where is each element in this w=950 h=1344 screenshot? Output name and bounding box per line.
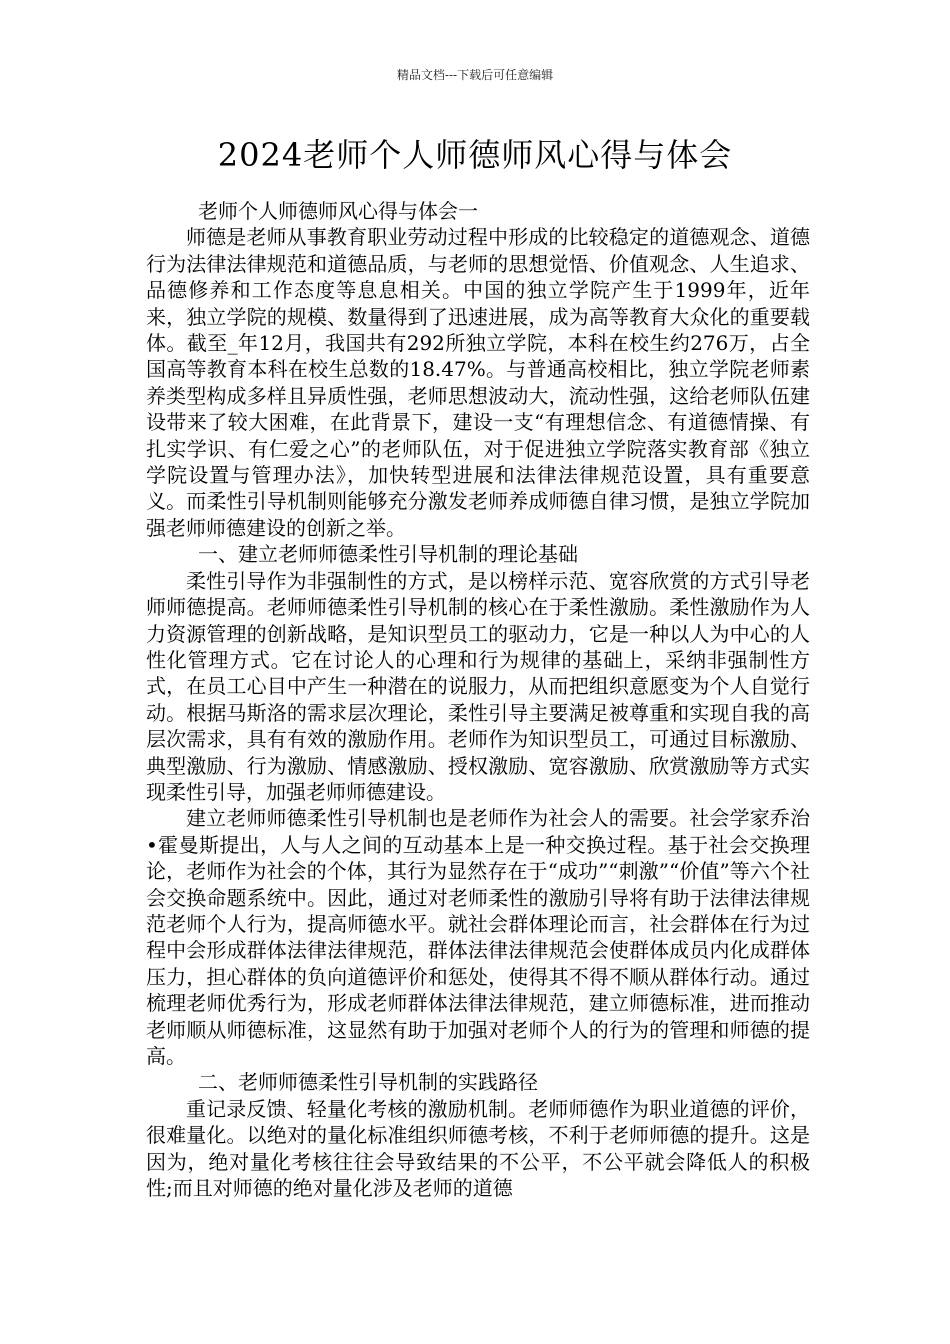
section-heading: 老师个人师德师风心得与体会一 bbox=[198, 199, 478, 223]
section-heading: 一、建立老师师德柔性引导机制的理论基础 bbox=[198, 542, 578, 567]
body-paragraph: 柔性引导作为非强制性的方式，是以榜样示范、宽容欣赏的方式引导老师师德提高。老师师德柔性引导机制的核心在于柔性激励。柔性激励作为人力资源管理的创新战略，是知识型员工的驱动力，它是一种以人为中心的人性化管理方式。它在讨论人的心理和行为规律的基础上，采纳非强制性方式，在员工心目中产生一种潜在的说服力，从而把组织意愿变为个人自觉行动。根据马斯洛的需求层次理论，柔性引导主要满足被尊重和实现自我的高层次需求，具有有效的激励作用。老师作为知识型员工，可通过目标激励、典型激励、行为激励、情感激励、授权激励、宽容激励、欣赏激励等方式实现柔性引导，加强老师师德建设。 bbox=[146, 568, 810, 804]
page-header-note: 精品文档---下载后可任意编辑 bbox=[396, 68, 554, 82]
body-paragraph: 重记录反馈、轻量化考核的激励机制。老师师德作为职业道德的评价，很难量化。以绝对的量化标准组织师德考核，不利于老师师德的提升。这是因为，绝对量化考核往往会导致结果的不公平，不公平就会降低人的积极性;而且对师德的绝对量化涉及老师的道德 bbox=[146, 1096, 810, 1201]
document-body bbox=[146, 198, 810, 1201]
body-paragraph: 建立老师师德柔性引导机制也是老师作为社会人的需要。社会学家乔治•霍曼斯提出，人与人之间的互动基本上是一种交换过程。基于社会交换理论，老师作为社会的个体，其行为显然存在于“成功”“刺激”“价值”等六个社会交换命题系统中。因此，通过对老师柔性的激励引导将有助于法律法律规范老师个人行为，提高师德水平。就社会群体理论而言，社会群体在行为过程中会形成群体法律法律规范，群体法律法律规范会使群体成员内化成群体压力，担心群体的负向道德评价和惩处，使得其不得不顺从群体行动。通过梳理老师优秀行为，形成老师群体法律法律规范，建立师德标准，进而推动老师顺从师德标准，这显然有助于加强对老师个人的行为的管理和师德的提高。 bbox=[146, 806, 810, 1068]
section-heading: 二、老师师德柔性引导机制的实践路径 bbox=[198, 1070, 538, 1095]
body-paragraph: 师德是老师从事教育职业劳动过程中形成的比较稳定的道德观念、道德行为法律法律规范和道德品质，与老师的思想觉悟、价值观念、人生追求、品德修养和工作态度等息息相关。中国的独立学院产生于1999年，近年来，独立学院的规模、数量得到了迅速进展，成为高等教育大众化的重要载体。截至_年12月，我国共有292所独立学院，本科在校生约276万，占全国高等教育本科在校生总数的18.47%。与普通高校相比，独立学院老师素养类型构成多样且异质性强，老师思想波动大，流动性强，这给老师队伍建设带来了较大困难，在此背景下，建设一支“有理想信念、有道德情操、有扎实学识、有仁爱之心”的老师队伍，对于促进独立学院落实教育部《独立学院设置与管理办法》，加快转型进展和法律法律规范设置，具有重要意义。而柔性引导机制则能够充分激发老师养成师德自律习惯，是独立学院加强老师师德建设的创新之举。 bbox=[146, 225, 810, 540]
document-title: 2024老师个人师德师风心得与体会 bbox=[217, 136, 733, 174]
